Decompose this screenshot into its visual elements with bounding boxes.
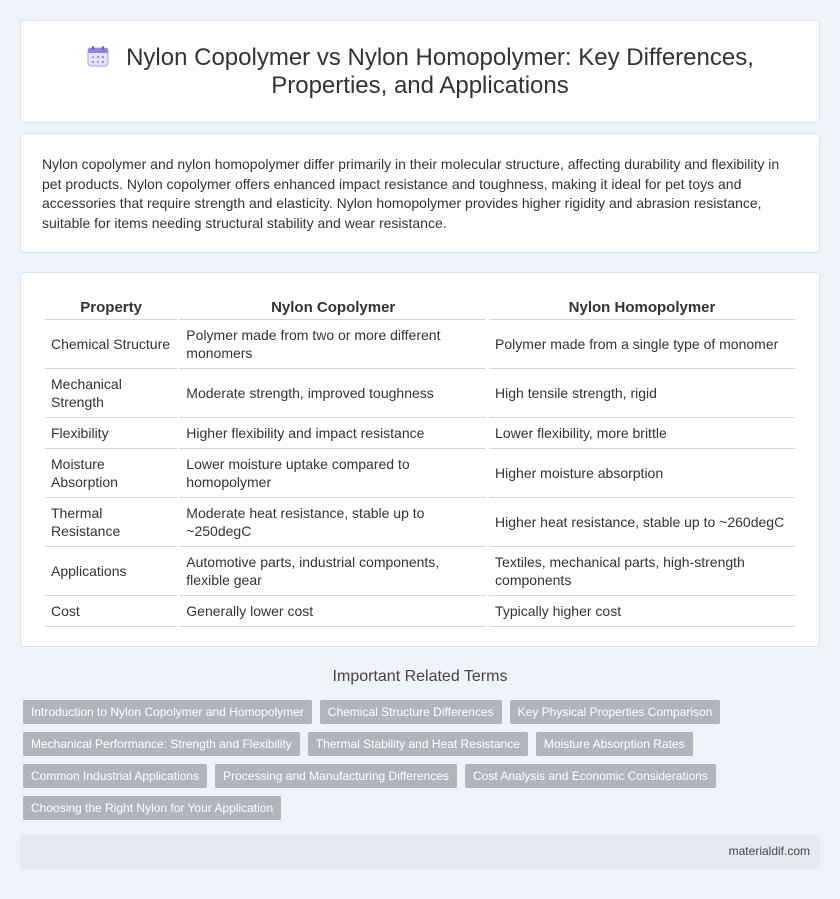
- related-tag[interactable]: Introduction to Nylon Copolymer and Homopolymer: [23, 700, 312, 724]
- footer: [20, 835, 820, 869]
- intro-card: [20, 133, 820, 253]
- cell-property: Chemical Structure: [45, 320, 177, 369]
- cell-property: Thermal Resistance: [45, 498, 177, 547]
- cell-property: Flexibility: [45, 418, 177, 449]
- cell-homopolymer: High tensile strength, rigid: [489, 369, 795, 418]
- table-row: [45, 596, 795, 627]
- related-tag[interactable]: Chemical Structure Differences: [320, 700, 502, 724]
- intro-text: Nylon copolymer and nylon homopolymer differ primarily in their molecular structure, affecting durability and flexibility in pet products. Nylon copolymer offers enhanced impact resistance and toughness, making it ideal for pet toys and accessories that require strength and elasticity. Nylon homopolymer provides higher rigidity and abrasion resistance, suitable for items needing structural stability and wear resistance.: [42, 156, 780, 231]
- related-tag[interactable]: Moisture Absorption Rates: [536, 732, 693, 756]
- page-title: [21, 44, 819, 100]
- cell-property: Moisture Absorption: [45, 449, 177, 498]
- cell-homopolymer: Typically higher cost: [489, 596, 795, 627]
- cell-property: Applications: [45, 547, 177, 596]
- cell-homopolymer: Textiles, mechanical parts, high-strength components: [489, 547, 795, 596]
- related-tag[interactable]: Choosing the Right Nylon for Your Application: [23, 796, 281, 820]
- table-row: [45, 320, 795, 369]
- cell-homopolymer: Polymer made from a single type of monomer: [489, 320, 795, 369]
- header-copolymer: Nylon Copolymer: [180, 296, 486, 320]
- cell-copolymer: Generally lower cost: [180, 596, 486, 627]
- cell-copolymer: Automotive parts, industrial components, flexible gear: [180, 547, 486, 596]
- table-header-row: [45, 296, 795, 320]
- cell-copolymer: Lower moisture uptake compared to homopolymer: [180, 449, 486, 498]
- related-terms-title: Important Related Terms: [332, 668, 508, 685]
- header-homopolymer: Nylon Homopolymer: [489, 296, 795, 320]
- related-tag[interactable]: Key Physical Properties Comparison: [510, 700, 721, 724]
- title-line-1: Nylon Copolymer vs Nylon Homopolymer: Key Differences,: [126, 44, 754, 71]
- table-row: [45, 449, 795, 498]
- header-property: Property: [45, 296, 177, 320]
- table-row: [45, 418, 795, 449]
- header-card: [20, 20, 820, 123]
- related-tag[interactable]: Thermal Stability and Heat Resistance: [308, 732, 528, 756]
- table-row: [45, 547, 795, 596]
- related-terms-tags: [23, 700, 803, 820]
- related-tag[interactable]: Common Industrial Applications: [23, 764, 207, 788]
- table-row: [45, 369, 795, 418]
- calendar-icon: [86, 44, 110, 68]
- related-tag[interactable]: Cost Analysis and Economic Considerations: [465, 764, 716, 788]
- cell-property: Cost: [45, 596, 177, 627]
- cell-copolymer: Moderate heat resistance, stable up to ~250degC: [180, 498, 486, 547]
- site-credit[interactable]: materialdif.com: [728, 844, 810, 858]
- comparison-table: [42, 296, 798, 627]
- related-tag[interactable]: Processing and Manufacturing Differences: [215, 764, 457, 788]
- title-line-2: Properties, and Applications: [271, 72, 569, 99]
- cell-homopolymer: Higher heat resistance, stable up to ~260degC: [489, 498, 795, 547]
- related-tag[interactable]: Mechanical Performance: Strength and Flexibility: [23, 732, 300, 756]
- cell-copolymer: Moderate strength, improved toughness: [180, 369, 486, 418]
- cell-homopolymer: Higher moisture absorption: [489, 449, 795, 498]
- cell-homopolymer: Lower flexibility, more brittle: [489, 418, 795, 449]
- cell-copolymer: Polymer made from two or more different monomers: [180, 320, 486, 369]
- cell-copolymer: Higher flexibility and impact resistance: [180, 418, 486, 449]
- comparison-table-card: [20, 272, 820, 647]
- table-row: [45, 498, 795, 547]
- cell-property: Mechanical Strength: [45, 369, 177, 418]
